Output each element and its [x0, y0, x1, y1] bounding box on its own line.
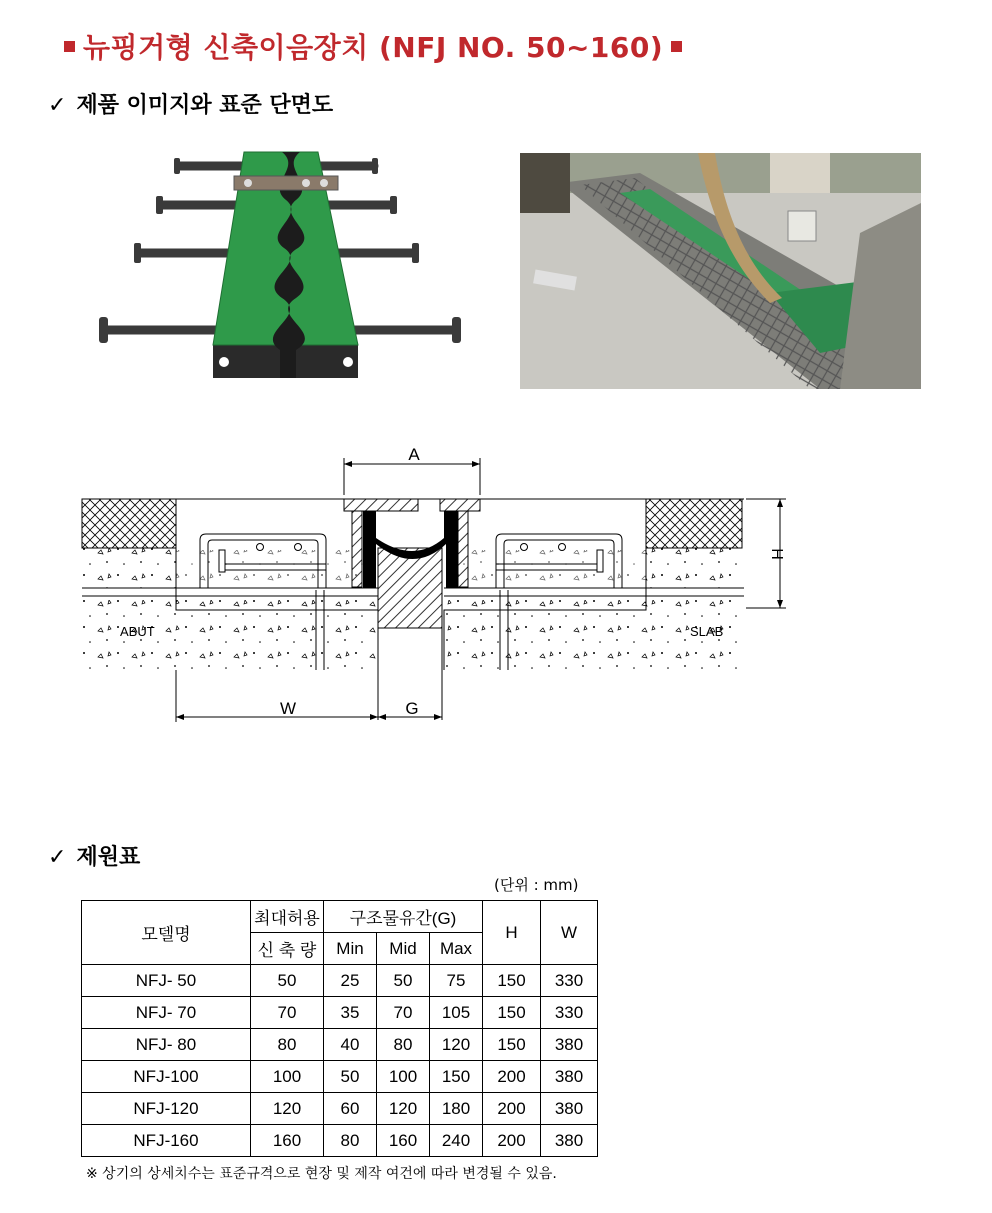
table-row: NFJ- 80 80 40 80 120 150 380: [82, 1029, 598, 1061]
square-bullet-icon: [671, 41, 682, 52]
section-heading-spec: ✓ 제원표: [48, 845, 141, 870]
table-row: NFJ- 50 50 25 50 75 150 330: [82, 965, 598, 997]
page-title: 뉴핑거형 신축이음장치 (NFJ NO. 50~160): [56, 26, 690, 66]
dim-label-a: A: [408, 445, 420, 464]
header-mid: Mid: [377, 933, 430, 965]
header-gap: 구조물유간(G): [324, 901, 483, 933]
product-image: [96, 150, 476, 390]
footnote: ※ 상기의 상세치수는 표준규격으로 현장 및 제작 여건에 따라 변경될 수 있음.: [86, 1166, 557, 1182]
spec-table: [81, 900, 598, 1157]
dim-label-w: W: [279, 699, 297, 718]
header-max: Max: [430, 933, 483, 965]
header-max-expansion-1: 최대허용: [251, 901, 324, 933]
table-row: NFJ- 70 70 35 70 105 150 330: [82, 997, 598, 1029]
header-model: 모델명: [82, 901, 251, 965]
table-row: NFJ-160 160 80 160 240 200 380: [82, 1125, 598, 1157]
slab-label: SLAB: [690, 624, 724, 639]
table-row: NFJ-120 120 60 120 180 200 380: [82, 1093, 598, 1125]
installation-photo: [520, 153, 921, 389]
check-icon: ✓: [48, 845, 67, 870]
header-max-expansion-2: 신 축 량: [251, 933, 324, 965]
dim-label-h: H: [768, 548, 785, 560]
check-icon: ✓: [48, 93, 67, 118]
header-min: Min: [324, 933, 377, 965]
abut-label: ABUT: [120, 624, 155, 639]
table-row: NFJ-100 100 50 100 150 200 380: [82, 1061, 598, 1093]
cross-section-diagram: [80, 440, 800, 730]
dim-label-g: G: [405, 699, 419, 718]
header-w: W: [541, 901, 598, 965]
section-heading-images: ✓ 제품 이미지와 표준 단면도: [48, 93, 334, 118]
square-bullet-icon: [64, 41, 75, 52]
unit-label: (단위 : mm): [494, 876, 579, 894]
header-h: H: [483, 901, 541, 965]
